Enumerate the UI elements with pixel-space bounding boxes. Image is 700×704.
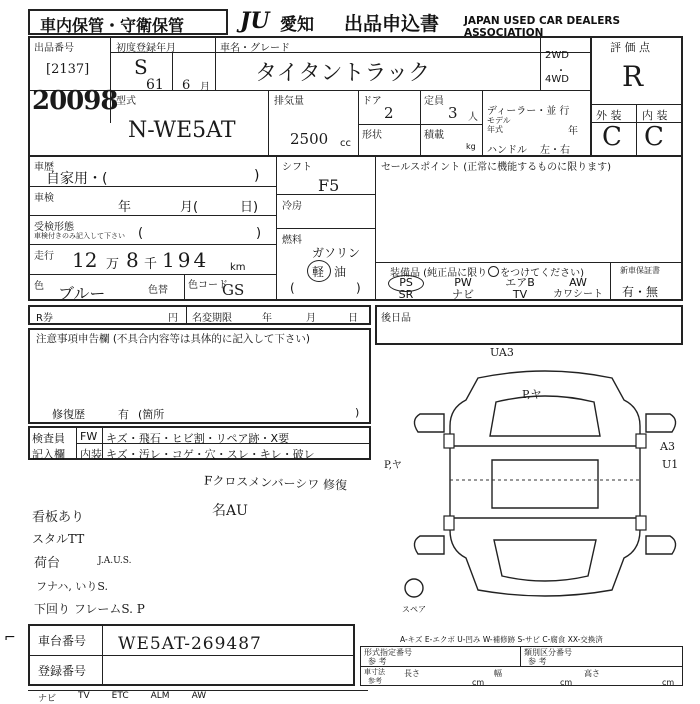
handle-value: 左・右 — [540, 145, 570, 156]
model-year-nen: 年 — [568, 126, 578, 137]
repair-label: 修復歴 — [52, 408, 85, 421]
bottom-opt-3: ETC — [111, 691, 129, 701]
bottom-opt-4: ALM — [150, 691, 170, 701]
first-reg-era: S — [134, 55, 148, 79]
frame-note: Fクロスメンバーシワ 修復 — [203, 473, 348, 493]
equip-tv: TV — [512, 288, 528, 301]
note-funaha: フナハ, いりS. — [36, 580, 108, 593]
capacity-value: 3 — [448, 104, 458, 122]
mileage-v3: 194 — [162, 248, 210, 272]
shift-label: シフト — [282, 162, 312, 173]
lot-label: 出品番号 — [34, 43, 74, 54]
frame-note2: 名AU — [212, 503, 248, 519]
note-stal: スタルTT — [32, 532, 85, 546]
model-label: 型式 — [116, 96, 136, 107]
fuel-light-oil: 軽 — [312, 265, 325, 279]
first-reg-month-unit: 月 — [200, 82, 210, 93]
rear-items-box — [375, 305, 683, 345]
fuel-close: ) — [356, 281, 361, 295]
storage-label: 車内保管・守衛保管 — [40, 16, 185, 35]
dims-label: 車寸法 — [364, 668, 385, 676]
int-label: 内 装 — [642, 109, 668, 122]
org-name: 愛知 — [280, 15, 314, 35]
doors-label: ドア — [362, 96, 382, 107]
mileage-man: 万 — [106, 257, 120, 272]
dims-width-cm: cm — [560, 678, 573, 687]
chassis-value: WE5AT-269487 — [118, 634, 262, 654]
diagram-a3: A3 — [660, 440, 675, 453]
recycle-label: R券 — [36, 313, 53, 324]
grade-label: 評 価 点 — [610, 41, 650, 54]
category-ref: 参 考 — [528, 657, 547, 666]
equip-airbag: エアB — [505, 276, 535, 289]
lot-code: [2137] — [46, 62, 90, 77]
repair-value: 有 — [118, 408, 129, 421]
dims-ref: 参考 — [368, 677, 382, 685]
mileage-digits: 12 — [72, 248, 98, 272]
notes-label: 注意事項申告欄 (不具合内容等は具体的に記入して下さい) — [36, 333, 311, 345]
name-change-month: 月 — [306, 313, 316, 324]
rear-items-label: 後日品 — [381, 313, 411, 324]
inspector-label-top: 検査員 — [32, 432, 65, 445]
dealer-label: ディーラー・並 行 — [487, 106, 570, 117]
color-value: ブルー — [58, 284, 106, 303]
dims-height: 高さ — [584, 669, 600, 678]
load-unit: kg — [466, 142, 476, 151]
dims-height-cm: cm — [662, 678, 675, 687]
mileage-v2: 8 — [126, 248, 139, 272]
new-warranty-label: 新車保証書 — [620, 266, 660, 275]
bottom-opt-1: ナビ — [38, 694, 57, 704]
repair-close: ) — [355, 406, 360, 419]
vehicle-damage-diagram — [400, 340, 690, 630]
note-undercarriage: 下回り フレームS. P — [34, 602, 145, 616]
name-change-year: 年 — [262, 313, 272, 324]
load-label: 積載 — [424, 130, 444, 141]
ju-logo-text: JU — [240, 8, 270, 34]
engine-value: 2500 — [290, 130, 329, 148]
model-year-label: モデル 年式 — [487, 116, 511, 134]
first-reg-month: 6 — [182, 78, 191, 93]
equip-ps: PS — [399, 276, 413, 289]
handle-label: ハンドル — [487, 145, 527, 156]
diagram-p-top: P,ヤ — [522, 388, 542, 401]
mileage-sen: 千 — [144, 257, 158, 272]
plate-label: 登録番号 — [38, 664, 87, 678]
bottom-opt-5: AW — [191, 691, 207, 701]
grade-score: R — [622, 60, 644, 93]
history-close: ) — [254, 168, 260, 184]
inspection-label: 車検 — [34, 193, 54, 204]
chassis-label: 車台番号 — [38, 634, 87, 648]
drive-2wd: 2WD — [545, 50, 569, 61]
equip-ps-circle — [388, 275, 424, 292]
color-change-label: 色替 — [148, 285, 168, 296]
note-jaus: J.A.U.S. — [98, 556, 132, 566]
recycle-yen: 円 — [168, 313, 178, 324]
inspection-month: 月( — [180, 200, 199, 215]
first-reg-label: 初度登録年月 — [116, 43, 176, 54]
inspector-fw: FW — [80, 430, 98, 443]
int-score: C — [644, 122, 664, 152]
inspector-label-bottom: 記入欄 — [32, 448, 65, 461]
inspector-interior: 内装 — [80, 448, 102, 461]
registration-open: ( — [138, 226, 144, 241]
org-english: JAPAN USED CAR DEALERS ASSOCIATION — [464, 15, 621, 39]
fuel-open: ( — [290, 281, 295, 295]
car-name-label: 車名・グレード — [220, 43, 290, 54]
doors-value: 2 — [384, 104, 394, 122]
mileage-unit: km — [230, 262, 246, 273]
diagram-ua3: UA3 — [490, 346, 514, 359]
fuel-gasoline: ガソリン — [312, 246, 361, 260]
type-designation-ref: 参 考 — [368, 657, 387, 666]
ext-label: 外 装 — [596, 109, 622, 122]
equip-aw: AW — [569, 276, 587, 289]
bottom-option-row — [28, 690, 368, 704]
inspector-row1: キズ・飛石・ヒビ割・リペア跡・X要 — [106, 432, 290, 445]
repair-tail: (箇所 — [138, 408, 165, 421]
dims-width: 幅 — [494, 669, 502, 678]
shape-label: 形状 — [362, 130, 382, 141]
ext-score: C — [602, 122, 622, 152]
fuel-oil: 油 — [334, 265, 347, 279]
capacity-unit: 人 — [468, 112, 478, 123]
note-cargo: 荷台 — [34, 556, 61, 571]
car-name-value: タイタントラック — [255, 61, 431, 86]
inspector-row2: キズ・汚レ・コゲ・穴・スレ・キレ・破レ — [106, 448, 315, 461]
shift-value: F5 — [318, 176, 340, 195]
corner-mark: ⌐ — [4, 630, 16, 646]
storage-label-box — [28, 9, 228, 35]
inspection-year: 年 — [118, 200, 132, 215]
drive-dot: ・ — [556, 66, 566, 77]
new-warranty-value: 有・無 — [622, 285, 659, 299]
capacity-label: 定員 — [424, 96, 444, 107]
engine-unit: cc — [340, 138, 351, 149]
model-value: N-WE5AT — [128, 118, 236, 143]
equip-navi: ナビ — [452, 288, 474, 301]
drive-4wd: 4WD — [545, 74, 569, 85]
registration-label: 受検形態 — [34, 222, 74, 233]
equip-leather: カワシート — [553, 289, 603, 300]
category-label: 類別区分番号 — [524, 648, 572, 657]
engine-label: 排気量 — [274, 96, 304, 107]
fuel-label: 燃料 — [282, 235, 302, 246]
color-code-value: GS — [222, 281, 245, 299]
type-designation-label: 形式指定番号 — [364, 648, 412, 657]
equip-pw: PW — [454, 276, 472, 289]
color-label: 色 — [34, 281, 44, 292]
bottom-opt-2: TV — [78, 691, 90, 701]
ac-label: 冷房 — [282, 201, 302, 212]
note-signboard: 看板あり — [32, 510, 85, 525]
inspection-day: 日) — [240, 200, 259, 215]
first-reg-year: 61 — [146, 77, 164, 93]
ju-logo — [240, 8, 278, 34]
sales-point-label: セールスポイント (正常に機能するものに限ります) — [381, 162, 612, 173]
dims-length-cm: cm — [472, 678, 485, 687]
color-code-label: 色コード — [188, 280, 228, 291]
lot-number: 20098 — [32, 86, 118, 116]
diagram-u1: U1 — [662, 458, 679, 471]
name-change-label: 名変期限 — [192, 313, 232, 324]
equip-sr: SR — [398, 288, 414, 301]
registration-close: ) — [256, 226, 262, 241]
diagram-p-left: P,ヤ — [384, 460, 402, 471]
history-value: 自家用・( — [46, 171, 108, 187]
name-change-day: 日 — [348, 313, 358, 324]
equipment-label: 装備品 (純正品に限り をつけてください) — [390, 268, 584, 279]
damage-legend: A-キズ E-エクボ U-凹み W-補修跡 S-サビ C-腐食 XX-交換済 — [400, 635, 603, 644]
registration-note: 車検付きのみ記入して下さい — [34, 232, 125, 240]
history-label: 車歴 — [34, 162, 54, 173]
dims-length: 長さ — [404, 669, 420, 678]
diagram-spare: スペア — [402, 605, 426, 614]
form-title: 出品申込書 — [344, 13, 440, 35]
mileage-label: 走行 — [34, 251, 54, 262]
